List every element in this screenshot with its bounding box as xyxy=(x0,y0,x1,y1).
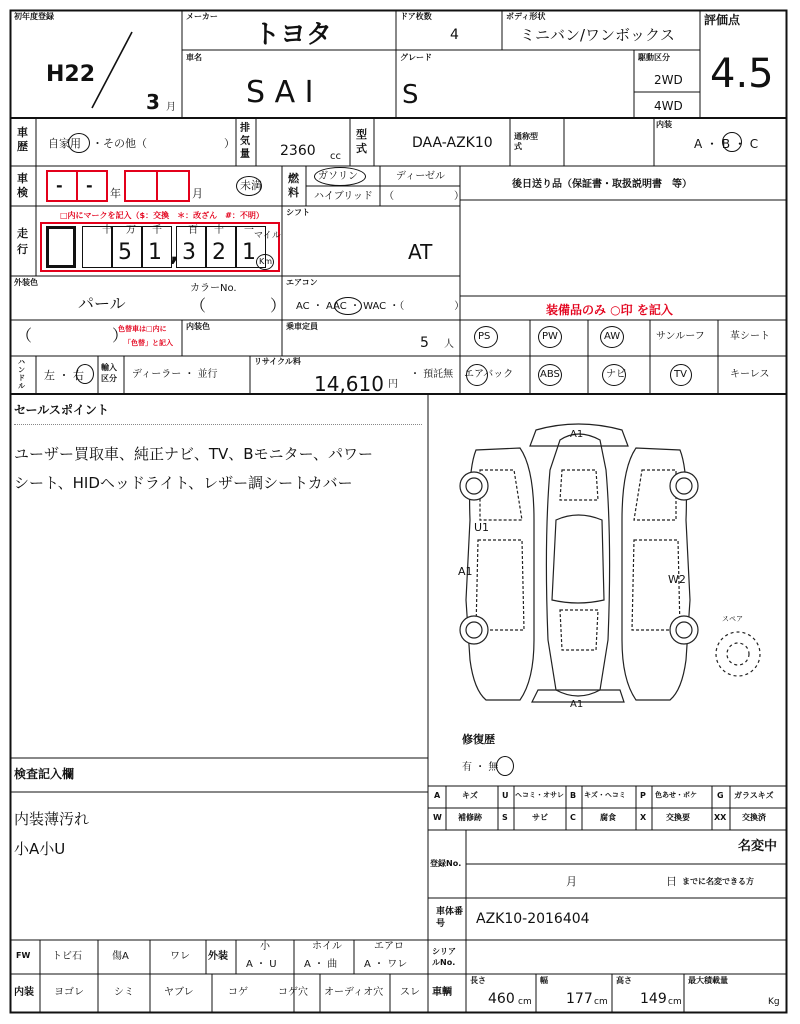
unit-man: 万 xyxy=(126,225,136,236)
doors-label: ドア枚数 xyxy=(400,12,432,21)
fuel-hybrid: ハイブリッド xyxy=(314,191,373,202)
legend-g: G xyxy=(717,791,724,800)
inspection-label: 車検 xyxy=(17,172,28,199)
recycle-unit: 円 xyxy=(388,379,398,390)
body-value: ミニバン/ワンボックス xyxy=(520,26,675,44)
repaint-note-2: 「色替」と記入 xyxy=(124,339,173,347)
odo-digit-3: 3 xyxy=(182,240,196,265)
aircon-label: エアコン xyxy=(286,278,318,287)
inspect-title: 検査記入欄 xyxy=(14,767,75,781)
height-value: 149 xyxy=(640,991,667,1007)
odo-digit-2: 2 xyxy=(212,240,226,265)
inspect-line-1: 内装薄汚れ xyxy=(14,810,90,828)
km-circle xyxy=(256,254,274,270)
equip-ps-circle xyxy=(474,326,498,348)
interior-audio: オーディオ穴 xyxy=(324,987,384,998)
interior-grade-label: 内装 xyxy=(656,120,672,129)
aircon-circle xyxy=(334,297,362,315)
odo-digit-1: 1 xyxy=(148,240,162,265)
maker-label: メーカー xyxy=(186,12,218,21)
serial-label: シリアルNo. xyxy=(432,947,456,967)
doors-value: 4 xyxy=(450,27,459,43)
legend-g-text: ガラスキズ xyxy=(734,791,774,800)
repair-value: 有 ・ 無 xyxy=(462,762,499,773)
load-label: 最大積載量 xyxy=(688,976,728,985)
equip-abs-circle xyxy=(538,364,562,386)
repaint-note-1: 色替車は□内に xyxy=(118,325,167,333)
color-no-paren: （ ） xyxy=(190,296,287,315)
damage-mark-rear: A1 xyxy=(570,699,584,710)
later-items: 後日送り品（保証書・取扱説明書 等） xyxy=(512,179,692,190)
inspection-year: 年 xyxy=(110,187,121,200)
equip-pw: PW xyxy=(542,331,558,342)
damage-mark-front: A1 xyxy=(570,429,584,440)
equip-tv-circle xyxy=(670,364,692,386)
equip-sunroof: サンルーフ xyxy=(656,331,705,342)
displacement-value: 2360 xyxy=(280,143,316,159)
odo-digit-5: 5 xyxy=(118,240,132,265)
legend-xx: XX xyxy=(714,813,727,822)
equipment-title: 装備品のみ ○印 を記入 xyxy=(546,303,673,317)
sales-line-1: ユーザー買取車、純正ナビ、TV、Bモニター、パワー xyxy=(14,445,373,463)
equip-aw-circle xyxy=(600,326,624,348)
load-unit: Kg xyxy=(768,997,780,1007)
import-value: ディーラー ・ 並行 xyxy=(132,369,218,380)
damage-mark-right-w2: W2 xyxy=(668,573,686,586)
common-model-label: 通称型式 xyxy=(514,132,538,151)
legend-c-text: 腐食 xyxy=(600,813,616,822)
repair-label: 修復歴 xyxy=(462,733,495,746)
interior-grade-circle xyxy=(722,132,742,152)
inspection-box-4 xyxy=(156,170,190,202)
unit-ju-2: 十 xyxy=(214,225,224,236)
history-text: 自家用 ・その他（ ） xyxy=(48,137,235,150)
inspection-dash-2: - xyxy=(86,176,93,195)
legend-xx-text: 交換済 xyxy=(742,813,766,822)
shift-value: AT xyxy=(408,240,433,264)
drive-4wd: 4WD xyxy=(654,99,683,113)
interior-yabure: ヤブレ xyxy=(164,987,194,998)
inspection-box-3 xyxy=(124,170,158,202)
interior-kogeana: コゲ穴 xyxy=(278,987,308,998)
exterior-small: 小 xyxy=(260,941,270,952)
repaint-paren: （ ） xyxy=(16,326,129,345)
equip-ps: PS xyxy=(478,331,491,342)
history-label: 車歴 xyxy=(17,126,28,153)
registration-label: 登録No. xyxy=(430,859,462,868)
legend-b: B xyxy=(570,791,577,800)
drive-2wd: 2WD xyxy=(654,73,683,87)
mileage-note: □内にマークを記入（$：交換 ＊：改ざん #：不明） xyxy=(60,211,264,220)
handle-label: ハンドル xyxy=(18,358,25,390)
inspection-month: 月 xyxy=(192,187,203,200)
width-unit: cm xyxy=(594,997,608,1007)
height-label: 高さ xyxy=(616,976,632,985)
equip-pw-circle xyxy=(538,326,562,348)
sales-divider xyxy=(14,424,422,425)
exterior-aero: エアロ xyxy=(374,941,404,952)
equip-abs: ABS xyxy=(540,369,560,380)
interior-row-label: 内装 xyxy=(14,987,34,998)
import-label: 輸入区分 xyxy=(101,363,117,383)
history-circle-mark xyxy=(68,133,90,153)
equip-navi: ナビ xyxy=(606,369,626,380)
equip-leather: 革シート xyxy=(730,331,770,342)
interior-shimi: シミ xyxy=(114,987,134,998)
equip-navi-circle xyxy=(602,364,626,386)
recycle-label: リサイクル料 xyxy=(254,357,301,366)
unit-sen: 千 xyxy=(152,225,162,236)
exterior-small-opts: A ・ U xyxy=(246,959,277,970)
damage-mark-left-a1: A1 xyxy=(458,565,473,578)
capacity-value: 5 xyxy=(420,335,429,351)
car-name-label: 車名 xyxy=(186,53,202,62)
width-label: 幅 xyxy=(540,976,548,985)
damage-mark-left-u1: U1 xyxy=(474,521,490,534)
mileage-digit-1 xyxy=(46,226,76,268)
interior-yogore: ヨゴレ xyxy=(54,987,84,998)
inspect-line-2: 小A小U xyxy=(14,840,66,858)
legend-p: P xyxy=(640,791,646,800)
legend-a: A xyxy=(434,791,441,800)
legend-s-text: サビ xyxy=(532,813,548,822)
legend-b-text: キズ・ヘコミ xyxy=(584,791,626,799)
dims-label: 車輌 xyxy=(432,987,452,998)
exterior-color-label: 外装色 xyxy=(14,278,38,287)
equip-airbag-circle xyxy=(466,364,488,386)
shift-label: シフト xyxy=(286,208,310,217)
cc-unit: cc xyxy=(330,151,341,162)
fuel-gasoline: ガソリン xyxy=(318,171,358,182)
mileage-label: 走行 xyxy=(17,227,28,256)
legend-u: U xyxy=(502,791,509,800)
fuel-label: 燃料 xyxy=(288,172,299,199)
equip-keyless: キーレス xyxy=(730,369,770,380)
equip-tv: TV xyxy=(674,369,687,380)
equip-aw: AW xyxy=(604,331,621,342)
color-no-label: カラーNo. xyxy=(190,283,237,294)
car-name-value: S A I xyxy=(246,75,314,110)
legend-u-text: ヘコミ・オサレ xyxy=(515,791,564,799)
spare-label: スペア xyxy=(722,615,743,623)
fw-crack: ワレ xyxy=(170,951,190,962)
odo-sep: , xyxy=(170,242,179,267)
fuel-gasoline-circle xyxy=(314,167,366,186)
recycle-value: 14,610 xyxy=(314,372,384,396)
score-value: 4.5 xyxy=(710,51,774,97)
legend-w-text: 補修跡 xyxy=(458,813,482,822)
first-reg-label: 初年度登録 xyxy=(14,12,54,21)
first-reg-year: H22 xyxy=(46,62,96,87)
legend-c: C xyxy=(570,813,576,822)
chassis-label: 車体番号 xyxy=(436,907,464,929)
chassis-value: AZK10-2016404 xyxy=(476,911,590,927)
width-value: 177 xyxy=(566,991,593,1007)
displacement-label: 排気量 xyxy=(240,123,250,160)
handle-value: 左 ・ 右 xyxy=(44,369,84,382)
month-unit: 月 xyxy=(166,102,176,113)
inspection-none: 未満 xyxy=(240,179,262,192)
legend-w: W xyxy=(433,813,442,822)
legend-x: X xyxy=(640,813,647,822)
legend-x-text: 交換要 xyxy=(666,813,690,822)
name-change: 名変中 xyxy=(738,839,778,854)
mile-unit: マイル xyxy=(254,231,281,241)
exterior-color-value: パール xyxy=(78,294,126,313)
grade-label: グレード xyxy=(400,53,432,62)
sales-line-2: シート、HIDヘッドライト、レザー調シートカバー xyxy=(14,474,353,492)
inspection-dash-1: - xyxy=(56,176,63,195)
capacity-label: 乗車定員 xyxy=(286,322,318,331)
score-label: 評価点 xyxy=(704,13,741,27)
handle-circle xyxy=(76,364,94,384)
length-value: 460 xyxy=(488,991,515,1007)
sales-title: セールスポイント xyxy=(14,403,109,417)
unit-ju: 十 xyxy=(102,225,112,236)
equip-airbag: エアバック xyxy=(464,369,514,380)
repair-circle xyxy=(496,756,514,776)
legend-a-text: キズ xyxy=(462,791,478,800)
registration-note: までに名変できる方 xyxy=(682,877,754,886)
capacity-unit: 人 xyxy=(444,339,454,350)
fw-scratch: 傷A xyxy=(112,951,129,962)
maker-value: トヨタ xyxy=(254,20,333,50)
unit-ichi: 一 xyxy=(244,225,254,236)
recycle-deposit: ・ 預託無 xyxy=(410,369,454,380)
first-reg-month: 3 xyxy=(146,90,160,114)
exterior-label: 外装 xyxy=(208,951,228,962)
inspection-none-circle xyxy=(236,176,262,196)
body-label: ボディ形状 xyxy=(506,12,546,21)
fw-tobiishi: トビ石 xyxy=(52,951,82,962)
interior-sure: スレ xyxy=(400,987,420,998)
height-unit: cm xyxy=(668,997,682,1007)
drive-label: 駆動区分 xyxy=(638,53,670,62)
unit-hyaku: 百 xyxy=(188,225,198,236)
fuel-diesel: ディーゼル xyxy=(396,171,445,182)
interior-color-label: 内装色 xyxy=(186,322,210,331)
interior-grade-options: A ・ B ・ C xyxy=(694,137,759,151)
model-label: 型式 xyxy=(356,128,367,155)
exterior-aero-opts: A ・ ワレ xyxy=(364,959,408,970)
fw-label: FW xyxy=(16,951,31,960)
legend-s: S xyxy=(502,813,508,822)
aircon-options: AC ・ AAC ・ WAC ・（ ） xyxy=(296,301,465,312)
exterior-wheel: ホイル xyxy=(312,941,342,952)
km-unit: Km xyxy=(259,257,273,266)
registration-day: 日 xyxy=(666,875,677,888)
model-value: DAA-AZK10 xyxy=(412,135,493,151)
odo-digit-1b: 1 xyxy=(242,240,256,265)
fuel-other: （ ） xyxy=(384,191,464,202)
legend-p-text: 色あせ・ボケ xyxy=(655,791,697,799)
exterior-wheel-opts: A ・ 曲 xyxy=(304,959,338,970)
length-label: 長さ xyxy=(470,976,486,985)
interior-koge: コゲ xyxy=(228,987,248,998)
grade-value: S xyxy=(402,80,419,110)
length-unit: cm xyxy=(518,997,532,1007)
registration-month: 月 xyxy=(566,875,577,888)
